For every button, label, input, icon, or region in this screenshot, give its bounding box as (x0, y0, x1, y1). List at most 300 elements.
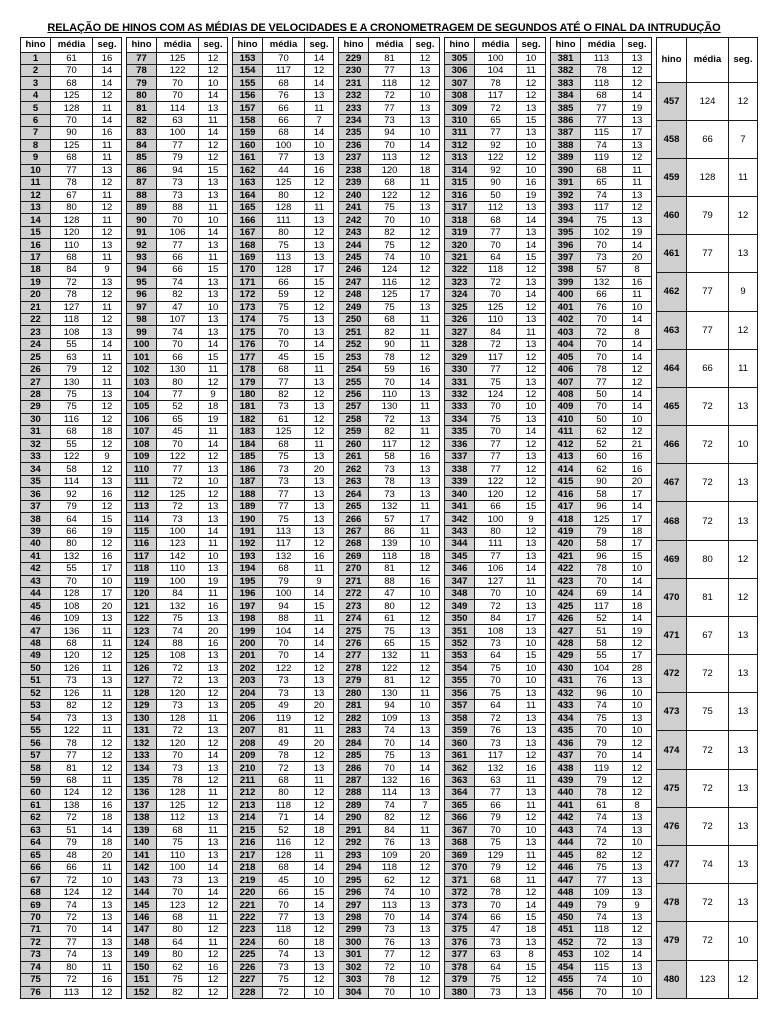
hymn-number: 180 (233, 388, 263, 400)
hymn-number: 155 (233, 77, 263, 89)
seconds: 13 (517, 712, 546, 724)
average-speed: 100 (157, 575, 199, 587)
hymn-number: 459 (657, 158, 687, 196)
table-row (21, 936, 122, 948)
seconds: 12 (411, 861, 440, 873)
table-row (233, 114, 334, 126)
table-row (551, 201, 652, 213)
seconds: 11 (93, 102, 122, 114)
seconds: 12 (93, 401, 122, 413)
average-speed: 60 (263, 936, 305, 948)
table-row (339, 588, 440, 600)
hymn-number: 185 (233, 451, 263, 463)
table-row (233, 575, 334, 587)
seconds: 9 (623, 899, 652, 911)
table-row (339, 575, 440, 587)
table-row (551, 874, 652, 886)
seconds: 13 (623, 675, 652, 687)
hymn-number: 353 (445, 650, 475, 662)
hymn-number: 243 (339, 226, 369, 238)
table-row (127, 824, 228, 836)
table-row (21, 812, 122, 824)
average-speed: 70 (51, 64, 93, 76)
average-speed: 77 (475, 127, 517, 139)
average-speed: 100 (263, 588, 305, 600)
hymn-number: 356 (445, 687, 475, 699)
average-speed: 68 (263, 363, 305, 375)
hymn-number: 56 (21, 737, 51, 749)
average-speed: 82 (157, 986, 199, 999)
average-speed: 73 (157, 513, 199, 525)
table-row (339, 426, 440, 438)
seconds: 13 (199, 662, 228, 674)
average-speed: 68 (263, 127, 305, 139)
seconds: 15 (305, 886, 334, 898)
seconds: 12 (305, 538, 334, 550)
average-speed: 72 (687, 807, 729, 845)
average-speed: 113 (369, 152, 411, 164)
seconds: 12 (517, 475, 546, 487)
table-row (127, 164, 228, 176)
table-row (339, 388, 440, 400)
hymn-number: 310 (445, 114, 475, 126)
hymn-number: 89 (127, 201, 157, 213)
hymn-number: 43 (21, 575, 51, 587)
average-speed: 70 (369, 986, 411, 999)
hymn-column-table (550, 37, 652, 999)
seconds: 11 (623, 164, 652, 176)
hymn-number: 371 (445, 874, 475, 886)
average-speed: 75 (475, 687, 517, 699)
average-speed: 77 (263, 376, 305, 388)
hymn-number: 453 (551, 949, 581, 961)
table-row (551, 488, 652, 500)
average-speed: 70 (157, 438, 199, 450)
seconds: 12 (305, 289, 334, 301)
table-row (21, 974, 122, 986)
hymn-number: 82 (127, 114, 157, 126)
hymn-number: 387 (551, 127, 581, 139)
average-speed: 64 (475, 961, 517, 973)
average-speed: 77 (581, 874, 623, 886)
seconds: 11 (305, 438, 334, 450)
table-row (551, 787, 652, 799)
seconds: 12 (305, 426, 334, 438)
seconds: 13 (623, 712, 652, 724)
hymn-number: 224 (233, 936, 263, 948)
table-row (339, 824, 440, 836)
average-speed: 74 (157, 326, 199, 338)
average-speed: 118 (475, 264, 517, 276)
average-speed: 72 (51, 874, 93, 886)
table-row (21, 451, 122, 463)
table-row (551, 189, 652, 201)
hymn-number: 88 (127, 189, 157, 201)
seconds: 10 (199, 214, 228, 226)
average-speed: 75 (369, 239, 411, 251)
seconds: 15 (93, 513, 122, 525)
seconds: 13 (517, 687, 546, 699)
average-speed: 70 (263, 52, 305, 64)
average-speed: 70 (51, 575, 93, 587)
table-row (551, 662, 652, 674)
seconds: 12 (411, 662, 440, 674)
hymn-number: 279 (339, 675, 369, 687)
hymn-number: 250 (339, 314, 369, 326)
average-speed: 66 (475, 500, 517, 512)
hymn-number: 463 (657, 311, 687, 349)
table-row (233, 314, 334, 326)
hymn-number: 467 (657, 464, 687, 502)
table-row (339, 961, 440, 973)
hymn-number: 306 (445, 64, 475, 76)
table-row (339, 737, 440, 749)
seconds: 12 (623, 363, 652, 375)
hymn-number: 65 (21, 849, 51, 861)
table-row (551, 737, 652, 749)
seconds: 10 (199, 475, 228, 487)
average-speed: 68 (475, 874, 517, 886)
seconds: 14 (199, 886, 228, 898)
table-row (339, 177, 440, 189)
seconds: 16 (199, 961, 228, 973)
average-speed: 70 (475, 239, 517, 251)
table-row (551, 214, 652, 226)
seconds: 14 (411, 139, 440, 151)
seconds: 11 (305, 563, 334, 575)
hymn-number: 475 (657, 769, 687, 807)
average-speed: 72 (475, 276, 517, 288)
hymn-number: 251 (339, 326, 369, 338)
average-speed: 118 (369, 77, 411, 89)
table-row (233, 961, 334, 973)
average-speed: 70 (581, 749, 623, 761)
seconds: 11 (411, 314, 440, 326)
hymn-number: 466 (657, 426, 687, 464)
average-speed: 72 (369, 413, 411, 425)
average-speed: 74 (581, 189, 623, 201)
average-speed: 125 (263, 426, 305, 438)
table-row (445, 949, 546, 961)
hymn-number: 258 (339, 413, 369, 425)
average-speed: 73 (263, 675, 305, 687)
average-speed: 132 (369, 650, 411, 662)
hymn-number: 118 (127, 563, 157, 575)
seconds: 12 (411, 438, 440, 450)
hymn-number: 225 (233, 949, 263, 961)
seconds: 11 (623, 177, 652, 189)
average-speed: 73 (51, 712, 93, 724)
seconds: 16 (517, 177, 546, 189)
table-row (339, 214, 440, 226)
seconds: 13 (199, 874, 228, 886)
average-speed: 82 (263, 388, 305, 400)
table-row (445, 961, 546, 973)
table-row (445, 538, 546, 550)
hymn-number: 146 (127, 911, 157, 923)
average-speed: 118 (581, 77, 623, 89)
average-speed: 74 (157, 625, 199, 637)
seconds: 28 (623, 662, 652, 674)
seconds: 13 (517, 724, 546, 736)
table-row (445, 376, 546, 388)
hymn-number: 386 (551, 114, 581, 126)
average-speed: 76 (369, 837, 411, 849)
table-row (233, 812, 334, 824)
seconds: 18 (93, 812, 122, 824)
seconds: 12 (411, 675, 440, 687)
seconds: 13 (93, 712, 122, 724)
average-speed: 70 (157, 77, 199, 89)
hymn-number: 381 (551, 52, 581, 64)
hymn-number: 255 (339, 376, 369, 388)
table-row (551, 513, 652, 525)
hymn-number: 231 (339, 77, 369, 89)
seconds: 12 (199, 139, 228, 151)
hymn-number: 430 (551, 662, 581, 674)
hymn-number: 210 (233, 762, 263, 774)
average-speed: 70 (369, 214, 411, 226)
table-row (21, 164, 122, 176)
average-speed: 74 (51, 949, 93, 961)
table-row (339, 438, 440, 450)
hymn-number: 370 (445, 861, 475, 873)
table-row (127, 77, 228, 89)
hymn-number: 328 (445, 338, 475, 350)
table-row (551, 799, 652, 811)
seconds: 14 (93, 114, 122, 126)
hymn-number: 308 (445, 89, 475, 101)
seconds: 14 (411, 911, 440, 923)
seconds: 13 (623, 812, 652, 824)
table-row (445, 712, 546, 724)
average-speed: 67 (51, 189, 93, 201)
table-row (127, 525, 228, 537)
seconds: 13 (199, 762, 228, 774)
average-speed: 72 (157, 675, 199, 687)
average-speed: 100 (157, 525, 199, 537)
hymn-column-table (656, 37, 758, 999)
hymn-number: 80 (127, 89, 157, 101)
hymn-number: 66 (21, 861, 51, 873)
hymn-number: 462 (657, 273, 687, 311)
hymn-number: 6 (21, 114, 51, 126)
average-speed: 58 (369, 451, 411, 463)
hymn-number: 261 (339, 451, 369, 463)
hymn-number: 147 (127, 924, 157, 936)
table-row (339, 363, 440, 375)
hymn-number: 404 (551, 338, 581, 350)
seconds: 12 (623, 774, 652, 786)
hymn-number: 134 (127, 762, 157, 774)
hymn-number: 307 (445, 77, 475, 89)
seconds: 16 (93, 488, 122, 500)
table-row (127, 563, 228, 575)
table-row (445, 314, 546, 326)
average-speed: 96 (581, 550, 623, 562)
hymn-number: 290 (339, 812, 369, 824)
average-speed: 73 (369, 114, 411, 126)
hymn-number: 407 (551, 376, 581, 388)
hymn-number: 284 (339, 737, 369, 749)
hymn-number: 317 (445, 201, 475, 213)
average-speed: 70 (369, 911, 411, 923)
average-speed: 122 (157, 64, 199, 76)
table-row (339, 314, 440, 326)
average-speed: 113 (263, 525, 305, 537)
seconds: 15 (623, 550, 652, 562)
table-row (21, 849, 122, 861)
hymn-number: 139 (127, 824, 157, 836)
seconds: 13 (411, 475, 440, 487)
average-speed: 96 (581, 500, 623, 512)
hymn-number: 465 (657, 387, 687, 425)
seconds: 14 (305, 650, 334, 662)
table-row (339, 874, 440, 886)
average-speed: 120 (369, 164, 411, 176)
hymn-number: 334 (445, 413, 475, 425)
seconds: 12 (93, 538, 122, 550)
average-speed: 57 (369, 513, 411, 525)
seconds: 13 (93, 239, 122, 251)
hymn-number: 151 (127, 974, 157, 986)
average-speed: 66 (263, 276, 305, 288)
seconds: 12 (729, 578, 758, 616)
seconds: 13 (517, 787, 546, 799)
seconds: 12 (729, 311, 758, 349)
average-speed: 125 (51, 89, 93, 101)
hymn-number: 220 (233, 886, 263, 898)
average-speed: 66 (475, 799, 517, 811)
average-speed: 72 (475, 102, 517, 114)
table-row (339, 276, 440, 288)
seconds: 13 (729, 807, 758, 845)
hymn-number: 419 (551, 525, 581, 537)
average-speed: 118 (369, 861, 411, 873)
hymn-number: 46 (21, 612, 51, 624)
average-speed: 50 (581, 413, 623, 425)
table-row (551, 139, 652, 151)
hymn-number: 23 (21, 326, 51, 338)
average-speed: 119 (581, 152, 623, 164)
seconds: 12 (199, 774, 228, 786)
table-row (21, 774, 122, 786)
table-row (445, 787, 546, 799)
hymn-number: 16 (21, 239, 51, 251)
hymn-number: 32 (21, 438, 51, 450)
table-row (233, 924, 334, 936)
hymn-number: 67 (21, 874, 51, 886)
hymn-number: 164 (233, 189, 263, 201)
seconds: 10 (305, 986, 334, 999)
table-row (551, 911, 652, 923)
hymn-number: 382 (551, 64, 581, 76)
table-row (551, 89, 652, 101)
average-speed: 74 (51, 899, 93, 911)
hymn-number: 280 (339, 687, 369, 699)
hymn-number: 168 (233, 239, 263, 251)
seconds: 14 (623, 89, 652, 101)
table-row (233, 226, 334, 238)
hymn-number: 112 (127, 488, 157, 500)
table-row (551, 301, 652, 313)
seconds: 12 (517, 974, 546, 986)
hymn-number: 355 (445, 675, 475, 687)
hymn-number: 196 (233, 588, 263, 600)
seconds: 12 (623, 762, 652, 774)
hymn-number: 197 (233, 600, 263, 612)
table-row (233, 64, 334, 76)
average-speed: 73 (263, 687, 305, 699)
table-row (127, 189, 228, 201)
seconds: 16 (93, 974, 122, 986)
average-speed: 61 (263, 413, 305, 425)
table-row (445, 401, 546, 413)
table-row (551, 824, 652, 836)
table-row (233, 650, 334, 662)
hymn-number: 29 (21, 401, 51, 413)
hymn-number: 247 (339, 276, 369, 288)
hymn-number: 301 (339, 949, 369, 961)
header-row (127, 38, 228, 53)
seconds: 10 (623, 700, 652, 712)
seconds: 14 (411, 737, 440, 749)
seconds: 15 (517, 114, 546, 126)
hymn-number: 423 (551, 575, 581, 587)
table-row (127, 413, 228, 425)
hymn-number: 344 (445, 538, 475, 550)
average-speed: 72 (687, 502, 729, 540)
average-speed: 78 (369, 351, 411, 363)
seconds: 14 (623, 239, 652, 251)
column-header: hino (551, 38, 581, 53)
table-row (21, 77, 122, 89)
seconds: 12 (305, 837, 334, 849)
seconds: 13 (93, 899, 122, 911)
average-speed: 130 (369, 687, 411, 699)
average-speed: 84 (369, 824, 411, 836)
hymn-number: 20 (21, 289, 51, 301)
seconds: 14 (199, 127, 228, 139)
hymn-number: 119 (127, 575, 157, 587)
seconds: 20 (305, 700, 334, 712)
column-header: média (157, 38, 199, 53)
hymn-number: 110 (127, 463, 157, 475)
seconds: 14 (199, 525, 228, 537)
average-speed: 78 (475, 77, 517, 89)
hymn-number: 333 (445, 401, 475, 413)
average-speed: 90 (369, 338, 411, 350)
table-row (551, 64, 652, 76)
table-row (339, 687, 440, 699)
hymn-number: 213 (233, 799, 263, 811)
hymn-number: 218 (233, 861, 263, 873)
seconds: 13 (305, 513, 334, 525)
seconds: 13 (411, 924, 440, 936)
table-row (551, 289, 652, 301)
average-speed: 132 (51, 550, 93, 562)
hymn-number: 141 (127, 849, 157, 861)
hymn-number: 131 (127, 724, 157, 736)
hymn-number: 409 (551, 401, 581, 413)
average-speed: 73 (157, 189, 199, 201)
average-speed: 79 (581, 737, 623, 749)
average-speed: 127 (51, 301, 93, 313)
seconds: 12 (199, 899, 228, 911)
seconds: 13 (623, 189, 652, 201)
hymn-number: 302 (339, 961, 369, 973)
hymn-number: 362 (445, 762, 475, 774)
